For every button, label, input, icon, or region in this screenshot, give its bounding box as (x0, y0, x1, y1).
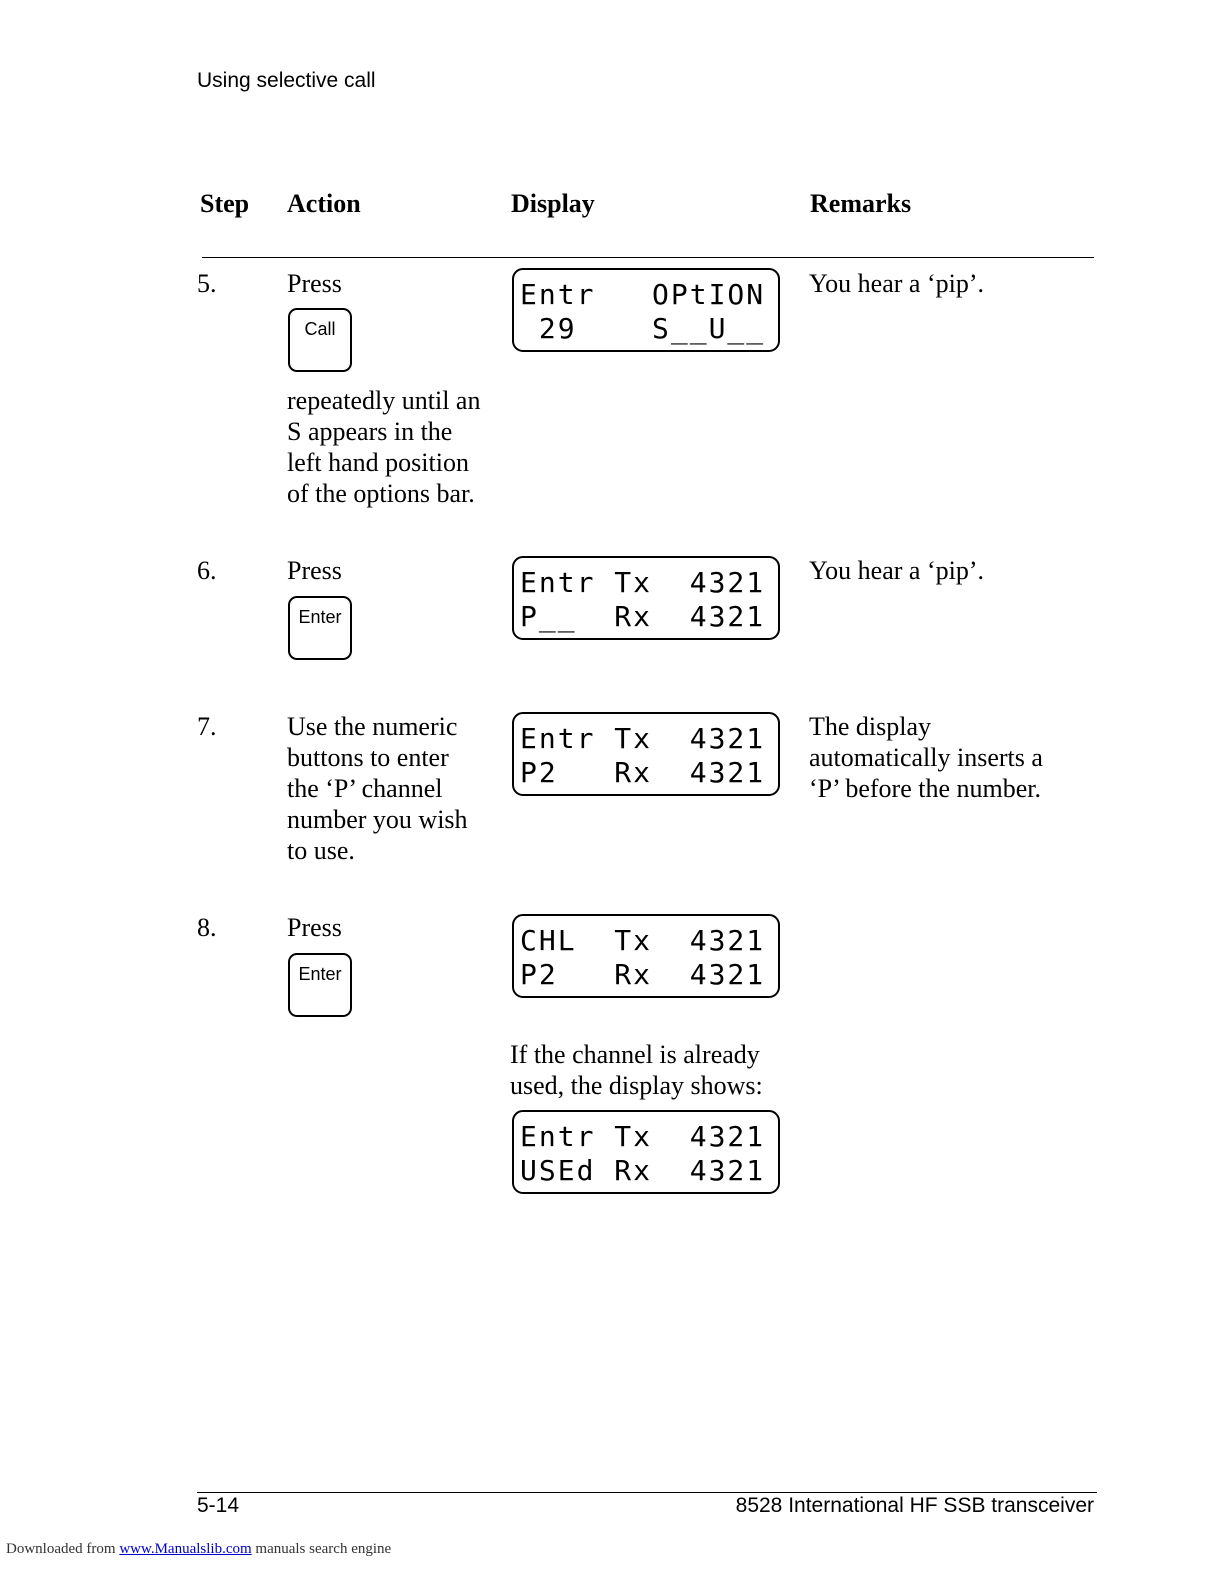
lcd-display-used (512, 1110, 780, 1194)
action-text (287, 385, 480, 509)
step-number: 8. (197, 913, 217, 942)
header-step: Step (200, 189, 250, 218)
lcd-line-1: Entr Tx 4321 (520, 1120, 766, 1153)
remark-line: ‘P’ before the number. (809, 774, 1041, 803)
step-number: 5. (197, 269, 217, 298)
manualslib-link[interactable]: www.Manualslib.com (119, 1541, 252, 1557)
remark-line: The display (809, 712, 932, 741)
enter-key (288, 596, 352, 660)
lcd-line-2: 29 S__U__ (520, 312, 766, 345)
page-number: 5-14 (197, 1494, 240, 1517)
key-label: Call (304, 319, 336, 339)
call-key (288, 308, 352, 372)
lcd-line-1: Entr OPtION (520, 278, 766, 311)
lcd-display (512, 712, 780, 796)
action-line: of the options bar. (287, 479, 475, 508)
header-rule (202, 257, 1094, 258)
press-label: Press (287, 269, 342, 298)
lcd-line-2: P__ Rx 4321 (520, 600, 766, 633)
remark (809, 711, 1043, 804)
press-label: Press (287, 556, 342, 585)
header-remarks: Remarks (810, 189, 912, 218)
note-line: used, the display shows: (510, 1071, 763, 1100)
download-prefix: Downloaded from (6, 1541, 116, 1557)
lcd-line-1: CHL Tx 4321 (520, 924, 766, 957)
press-label: Press (287, 913, 342, 942)
action-line: to use. (287, 836, 355, 865)
lcd-line-1: Entr Tx 4321 (520, 722, 766, 755)
remark: You hear a ‘pip’. (809, 269, 984, 298)
lcd-display (512, 268, 780, 352)
action-line: left hand position (287, 448, 469, 477)
action-line: the ‘P’ channel (287, 774, 443, 803)
lcd-line-2: P2 Rx 4321 (520, 958, 766, 991)
action-line: S appears in the (287, 417, 453, 446)
key-label: Enter (298, 607, 342, 627)
note-line: If the channel is already (510, 1040, 760, 1069)
key-label: Enter (298, 964, 342, 984)
footer-title: 8528 International HF SSB transceiver (735, 1494, 1094, 1517)
download-note (6, 1541, 391, 1558)
remark: You hear a ‘pip’. (809, 556, 984, 585)
step-number: 6. (197, 556, 217, 585)
lcd-display (512, 556, 780, 640)
enter-key (288, 953, 352, 1017)
action-line: Use the numeric (287, 712, 458, 741)
header-action: Action (287, 189, 361, 218)
remark-line: automatically inserts a (809, 743, 1043, 772)
action-line: repeatedly until an (287, 386, 481, 415)
lcd-line-1: Entr Tx 4321 (520, 566, 766, 599)
step-number: 7. (197, 712, 217, 741)
download-suffix: manuals search engine (255, 1541, 392, 1557)
lcd-line-2: USEd Rx 4321 (520, 1154, 766, 1187)
action-text (287, 711, 468, 866)
header-display: Display (511, 189, 595, 218)
lcd-line-2: P2 Rx 4321 (520, 756, 766, 789)
channel-used-note (510, 1039, 763, 1101)
lcd-display (512, 914, 780, 998)
running-head: Using selective call (197, 69, 376, 92)
action-line: buttons to enter (287, 743, 449, 772)
action-line: number you wish (287, 805, 468, 834)
footer-rule (197, 1492, 1097, 1493)
